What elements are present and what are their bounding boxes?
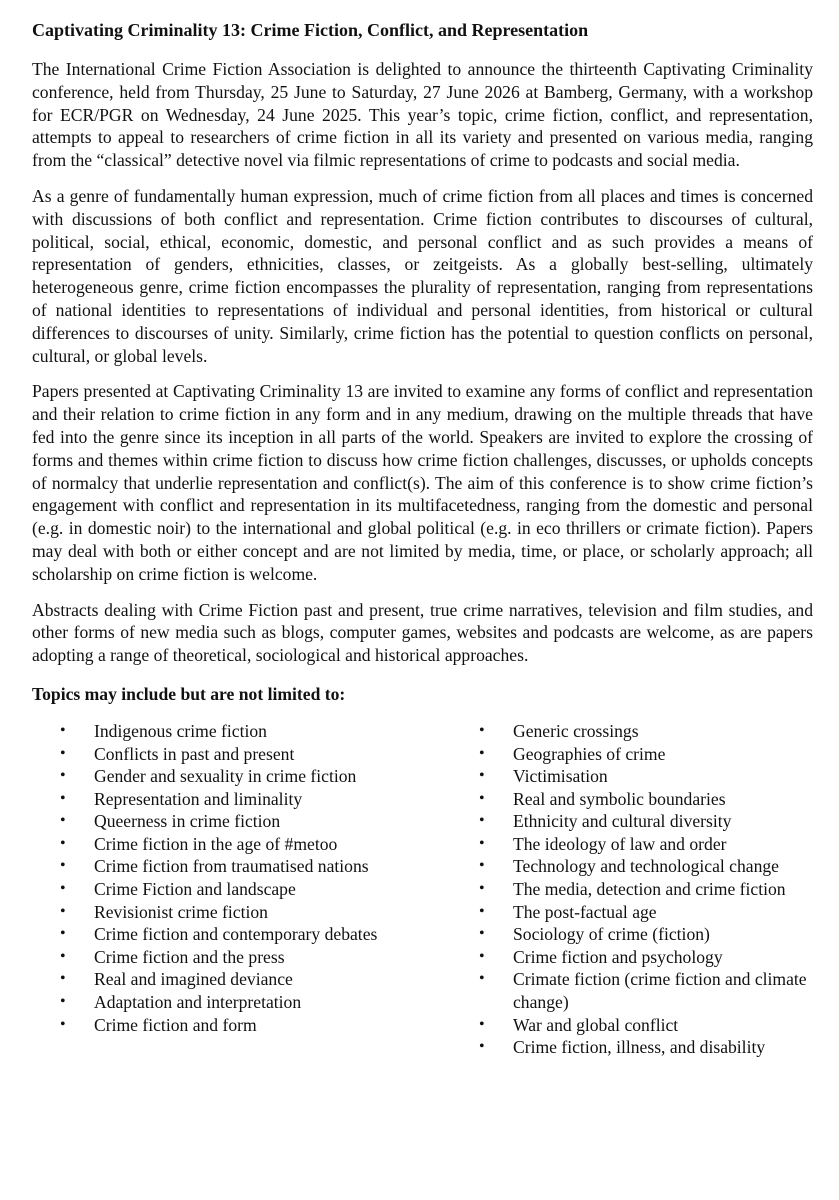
- topic-text: Indigenous crime fiction: [94, 720, 267, 741]
- topic-text: Crime fiction and psychology: [513, 946, 723, 967]
- paragraph-papers: Papers presented at Captivating Criminality 13 are invited to examine any forms of conflict and representation and their relation to crime fiction in any form and in any medium, drawing on the multiple threads that have fed into the genre since its inception in all parts of the world. Speakers are invited to explore the crossing of forms and themes within crime fiction to discuss how crime fiction challenges, discusses, or upholds concepts of normalcy that underlie representation and conflict(s). The aim of this conference is to show crime fiction’s engagement with conflict and representation in its multifacetedness, ranging from the domestic and personal (e.g. in domestic noir) to the international and global political (e.g. in eco thrillers or crimate fiction). Papers may deal with both or either concept and are not limited by media, time, or place, or scholarly approach; all scholarship on crime fiction is welcome.: [32, 381, 813, 584]
- topic-list-item: [451, 946, 811, 969]
- topic-list-item: [32, 1014, 451, 1037]
- topic-list-item: [451, 743, 811, 766]
- bullet-icon: •: [479, 744, 485, 762]
- topic-text: Ethnicity and cultural diversity: [513, 811, 732, 832]
- topics-columns: [32, 720, 813, 1059]
- topic-text: Crime fiction and contemporary debates: [94, 924, 378, 945]
- topic-text: Real and imagined deviance: [94, 969, 293, 990]
- topic-list-item: [32, 923, 451, 946]
- topic-list-item: [32, 968, 451, 991]
- topic-text: The ideology of law and order: [513, 833, 727, 854]
- topic-list-item: [32, 788, 451, 811]
- bullet-icon: •: [60, 744, 66, 762]
- topic-text: Technology and technological change: [513, 856, 779, 877]
- topic-text: Revisionist crime fiction: [94, 901, 268, 922]
- topic-text: Real and symbolic boundaries: [513, 788, 726, 809]
- bullet-icon: •: [479, 947, 485, 965]
- topic-list-item: [32, 946, 451, 969]
- topics-heading: Topics may include but are not limited to:: [32, 683, 346, 704]
- bullet-icon: •: [479, 902, 485, 920]
- bullet-icon: •: [479, 721, 485, 739]
- topic-text: Queerness in crime fiction: [94, 811, 281, 832]
- bullet-icon: •: [60, 880, 66, 898]
- bullet-icon: •: [60, 812, 66, 830]
- topic-text: Generic crossings: [513, 720, 639, 741]
- topics-list-right: [451, 720, 811, 1059]
- bullet-icon: •: [479, 789, 485, 807]
- topic-list-item: [32, 833, 451, 856]
- topic-list-item: [451, 968, 811, 1013]
- bullet-icon: •: [60, 1015, 66, 1033]
- topic-list-item: [451, 855, 811, 878]
- topic-text: Crimate fiction (crime fiction and climate change): [513, 969, 807, 1013]
- topic-text: The media, detection and crime fiction: [513, 879, 786, 900]
- topic-list-item: [451, 1036, 811, 1059]
- bullet-icon: •: [60, 902, 66, 920]
- topic-text: Crime Fiction and landscape: [94, 879, 296, 900]
- bullet-icon: •: [479, 970, 485, 988]
- bullet-icon: •: [60, 970, 66, 988]
- topic-text: Geographies of crime: [513, 743, 666, 764]
- topic-text: Crime fiction in the age of #metoo: [94, 833, 338, 854]
- bullet-icon: •: [479, 925, 485, 943]
- bullet-icon: •: [60, 947, 66, 965]
- topic-list-item: [32, 991, 451, 1014]
- bullet-icon: •: [479, 812, 485, 830]
- topic-list-item: [451, 1014, 811, 1037]
- bullet-icon: •: [479, 1038, 485, 1056]
- bullet-icon: •: [60, 834, 66, 852]
- bullet-icon: •: [479, 857, 485, 875]
- topic-list-item: [451, 765, 811, 788]
- topic-text: Crime fiction from traumatised nations: [94, 856, 369, 877]
- topic-list-item: [32, 765, 451, 788]
- paragraph-genre: As a genre of fundamentally human expression, much of crime fiction from all places and times is concerned with discussions of both conflict and representation. Crime fiction contributes to discourses of cultural, political, social, ethical, economic, domestic, and personal conflict and as such provides a means of representation of genders, ethnicities, classes, or zeitgeists. As a globally best-selling, ultimately heterogeneous genre, crime fiction encompasses the plurality of representation, ranging from representations of national identities to representations of individual and personal identities, from historical or cultural differences to discourses of unity. Similarly, crime fiction has the potential to question conflicts on personal, cultural, or global levels.: [32, 185, 813, 366]
- paragraph-abstracts: Abstracts dealing with Crime Fiction past and present, true crime narratives, television and film studies, and other forms of new media such as blogs, computer games, websites and podcasts are welcome, as are papers adopting a range of theoretical, sociological and historical approaches.: [32, 599, 813, 666]
- topic-text: Victimisation: [513, 766, 608, 787]
- bullet-icon: •: [60, 721, 66, 739]
- bullet-icon: •: [60, 857, 66, 875]
- topic-list-item: [32, 810, 451, 833]
- topic-text: Sociology of crime (fiction): [513, 924, 710, 945]
- topic-list-item: [451, 923, 811, 946]
- topic-text: The post-factual age: [513, 901, 657, 922]
- bullet-icon: •: [60, 993, 66, 1011]
- bullet-icon: •: [60, 925, 66, 943]
- paragraph-intro: The International Crime Fiction Association is delighted to announce the thirteenth Captivating Criminality conference, held from Thursday, 25 June to Saturday, 27 June 2026 at Bamberg, Germany, with a workshop for ECR/PGR on Wednesday, 24 June 2025. This year’s topic, crime fiction, conflict, and representation, attempts to appeal to researchers of crime fiction in all its variety and presented on various media, ranging from the “classical” detective novel via filmic representations of crime to podcasts and social media.: [32, 59, 813, 171]
- bullet-icon: •: [479, 834, 485, 852]
- bullet-icon: •: [479, 1015, 485, 1033]
- topic-list-item: [451, 833, 811, 856]
- topic-list-item: [451, 788, 811, 811]
- topic-text: Representation and liminality: [94, 788, 303, 809]
- topic-list-item: [451, 720, 811, 743]
- document-title: Captivating Criminality 13: Crime Fiction, Conflict, and Representation: [32, 20, 589, 40]
- topic-text: Crime fiction, illness, and disability: [513, 1037, 766, 1058]
- topic-text: Crime fiction and the press: [94, 946, 285, 967]
- topic-list-item: [451, 878, 811, 901]
- topic-list-item: [32, 878, 451, 901]
- topic-list-item: [32, 743, 451, 766]
- topic-list-item: [451, 901, 811, 924]
- topic-text: Adaptation and interpretation: [94, 992, 302, 1013]
- bullet-icon: •: [60, 789, 66, 807]
- bullet-icon: •: [479, 880, 485, 898]
- topic-text: War and global conflict: [513, 1014, 679, 1035]
- topic-list-item: [32, 901, 451, 924]
- bullet-icon: •: [479, 767, 485, 785]
- topics-list-left: [32, 720, 451, 1059]
- topic-list-item: [451, 810, 811, 833]
- topic-list-item: [32, 720, 451, 743]
- bullet-icon: •: [60, 767, 66, 785]
- topic-list-item: [32, 855, 451, 878]
- topic-text: Conflicts in past and present: [94, 743, 295, 764]
- topic-text: Gender and sexuality in crime fiction: [94, 766, 357, 787]
- topic-text: Crime fiction and form: [94, 1014, 257, 1035]
